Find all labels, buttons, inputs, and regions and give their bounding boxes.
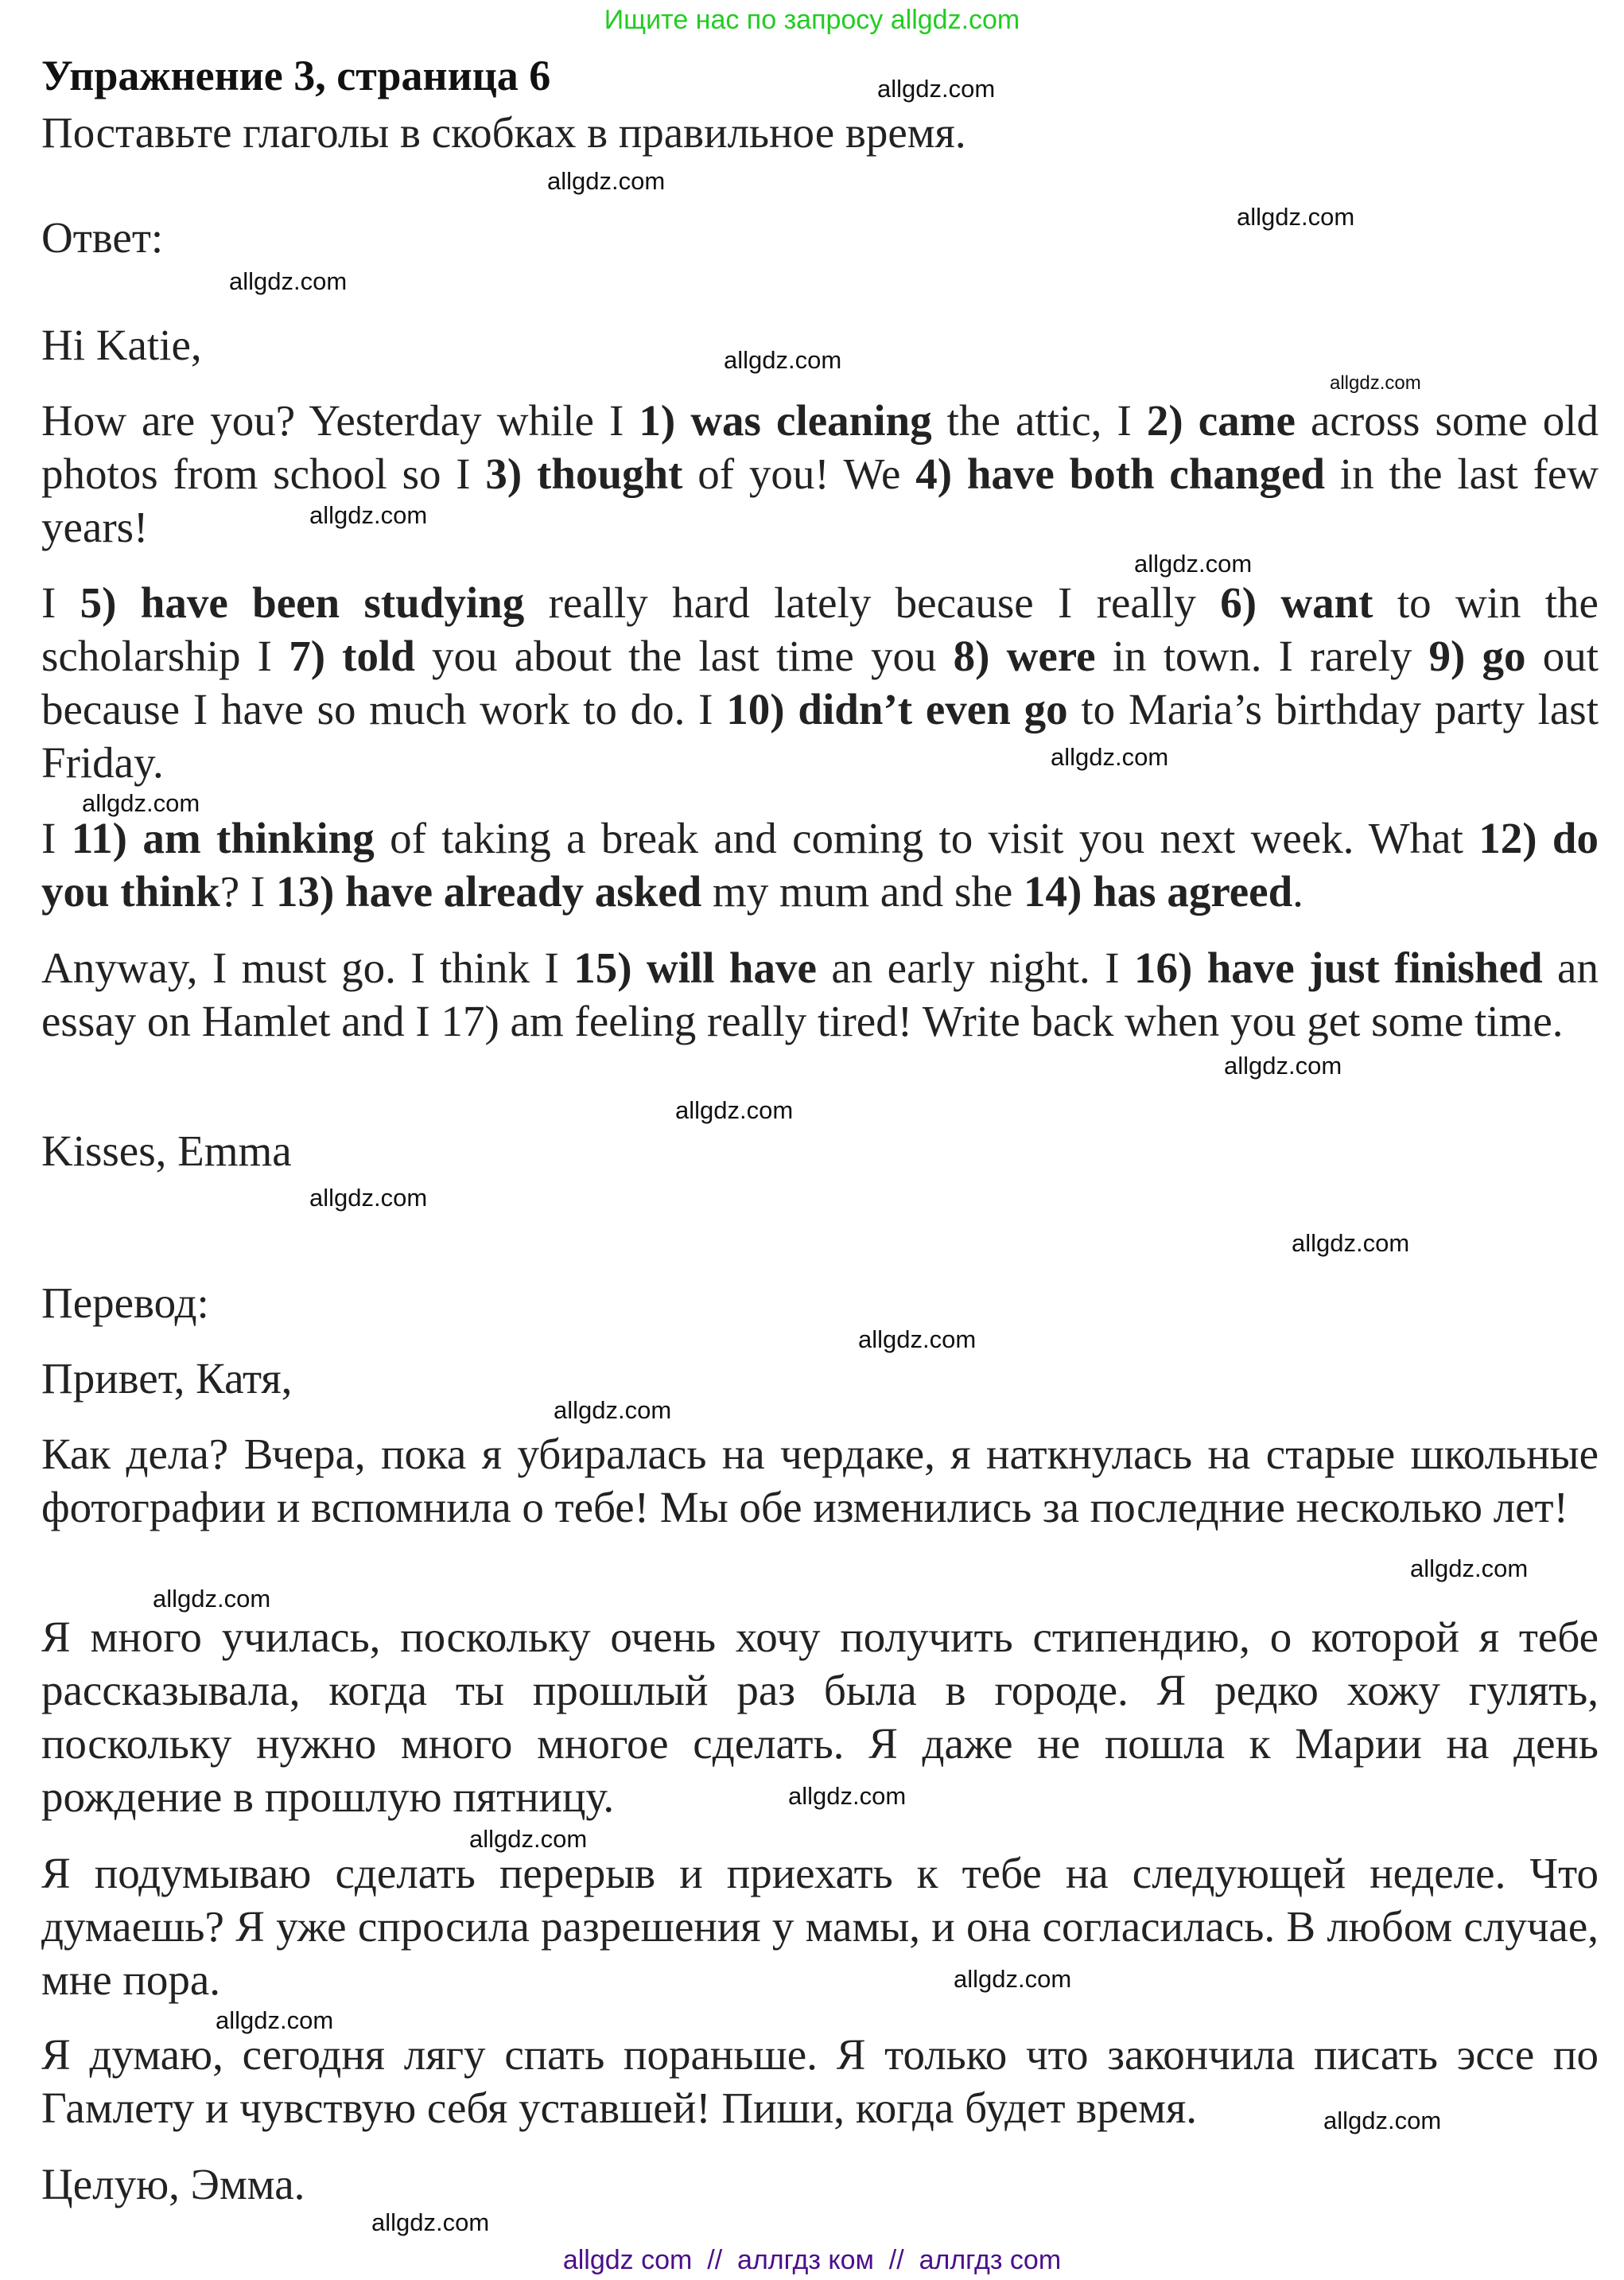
letter-paragraph xyxy=(41,576,1599,789)
text-segment: the attic, I xyxy=(931,396,1147,445)
watermark: allgdz.com xyxy=(469,1825,588,1853)
text-segment: Я думаю, сегодня лягу спать пораньше. Я только что закончила писать эссе по Гамлету и чувствую себя уставшей! Пиши, когда будет время. xyxy=(41,2030,1599,2132)
text-segment: really hard lately because I really xyxy=(524,578,1221,627)
text-segment: across some old photos from school so I xyxy=(41,396,1599,498)
answer-verb: 2) came xyxy=(1146,396,1296,445)
translation-label: Перевод: xyxy=(41,1278,209,1327)
letter-paragraph xyxy=(41,811,1599,918)
answer-verb: 11) am thinking xyxy=(71,814,375,862)
text-segment: in town. I rarely xyxy=(1095,632,1429,680)
answer-verb: 9) go xyxy=(1428,632,1526,680)
answer-verb: 14) has agreed xyxy=(1024,867,1293,916)
text-segment: I xyxy=(41,814,72,862)
answer-verb: 4) have both changed xyxy=(915,449,1325,498)
watermark: allgdz.com xyxy=(1134,550,1253,578)
watermark: allgdz.com xyxy=(877,75,996,103)
translation-signoff: Целую, Эмма. xyxy=(41,2160,305,2208)
text-segment: Я подумываю сделать перерыв и приехать к тебе на следующей неделе. Что думаешь? Я уже спросила разрешения у мамы, и она согласилась. В любом случае, мне пора. xyxy=(41,1849,1599,2004)
letter-greeting: Hi Katie, xyxy=(41,321,202,369)
answer-label: Ответ: xyxy=(41,213,164,262)
text-segment: ? I xyxy=(220,867,276,916)
answer-verb: 12) do you think xyxy=(41,814,1599,916)
answer-verb: 3) thought xyxy=(485,449,683,498)
text-segment: of taking a break and coming to visit you next week. What xyxy=(374,814,1479,862)
translation-paragraph xyxy=(41,1427,1599,1534)
text-segment: my mum and she xyxy=(701,867,1024,916)
answer-verb: 7) told xyxy=(289,632,415,680)
exercise-title: Упражнение 3, страница 6 xyxy=(41,52,551,99)
answer-verb: 5) have been studying xyxy=(80,578,525,627)
text-segment: an early night. I xyxy=(816,944,1134,992)
answer-verb: 8) were xyxy=(953,632,1096,680)
answer-verb: 1) was cleaning xyxy=(639,396,932,445)
text-segment: . xyxy=(1292,867,1303,916)
text-segment: How are you? Yesterday while I xyxy=(41,396,639,445)
watermark: allgdz.com xyxy=(309,1184,428,1212)
watermark: allgdz.com xyxy=(788,1782,907,1810)
translation-paragraph xyxy=(41,1846,1599,2006)
watermark: allgdz.com xyxy=(1323,2107,1442,2134)
text-segment: Я много училась, поскольку очень хочу получить стипендию, о которой я тебе рассказывала, когда ты прошлый раз была в городе. Я редко хожу гулять, поскольку нужно много многое сделать. Я даже не пошла к Марии на день рождение в прошлую пятницу. xyxy=(41,1613,1599,1821)
text-segment: I xyxy=(41,578,80,627)
text-segment: to Maria’s birthday party last Friday. xyxy=(41,685,1599,787)
answer-verb: 6) want xyxy=(1220,578,1373,627)
text-segment: in the last few years! xyxy=(41,449,1599,551)
watermark: allgdz.com xyxy=(547,167,666,195)
footer-text[interactable]: allgdz com // аллгдз ком // аллгдз com xyxy=(562,2245,1062,2275)
watermark: allgdz.com xyxy=(858,1325,977,1353)
watermark: allgdz.com xyxy=(1224,1052,1342,1080)
letter-paragraph xyxy=(41,941,1599,1048)
text-segment: out because I have so much work to do. I xyxy=(41,632,1599,733)
watermark: allgdz.com xyxy=(371,2208,490,2236)
watermark: allgdz.com xyxy=(675,1096,794,1124)
watermark: allgdz.com xyxy=(1330,372,1421,394)
letter-paragraph xyxy=(41,394,1599,554)
watermark: allgdz.com xyxy=(1292,1229,1410,1257)
text-segment: to win the scholarship I xyxy=(41,578,1599,680)
answer-verb: 10) didn’t even go xyxy=(726,685,1068,733)
translation-greeting: Привет, Катя, xyxy=(41,1354,293,1403)
watermark: allgdz.com xyxy=(554,1396,672,1424)
watermark: allgdz.com xyxy=(309,501,428,529)
answer-verb: 13) have already asked xyxy=(275,867,702,916)
watermark: allgdz.com xyxy=(153,1585,271,1613)
text-segment: you about the last time you xyxy=(414,632,954,680)
text-segment: Как дела? Вчера, пока я убиралась на чердаке, я наткнулась на старые школьные фотографии и вспомнила о тебе! Мы обе изменились за последние несколько лет! xyxy=(41,1430,1599,1531)
answer-verb: 15) will have xyxy=(573,944,817,992)
watermark: allgdz.com xyxy=(954,1965,1072,1993)
footer-links[interactable] xyxy=(0,2245,1624,2276)
text-segment: Anyway, I must go. I think I xyxy=(41,944,574,992)
watermark: allgdz.com xyxy=(1051,743,1169,771)
exercise-instruction: Поставьте глаголы в скобках в правильное время. xyxy=(41,108,966,157)
answer-verb: 16) have just finished xyxy=(1133,944,1543,992)
letter-signoff: Kisses, Emma xyxy=(41,1126,292,1175)
search-banner[interactable]: Ищите нас по запросу allgdz.com xyxy=(604,5,1020,35)
watermark: allgdz.com xyxy=(82,789,200,817)
watermark: allgdz.com xyxy=(229,267,348,295)
text-segment: an essay on Hamlet and I 17) am feeling really tired! Write back when you get some time. xyxy=(41,944,1599,1045)
watermark: allgdz.com xyxy=(724,346,842,374)
watermark: allgdz.com xyxy=(1237,203,1355,231)
watermark: allgdz.com xyxy=(1410,1554,1529,1582)
text-segment: of you! We xyxy=(682,449,916,498)
watermark: allgdz.com xyxy=(216,2006,334,2034)
